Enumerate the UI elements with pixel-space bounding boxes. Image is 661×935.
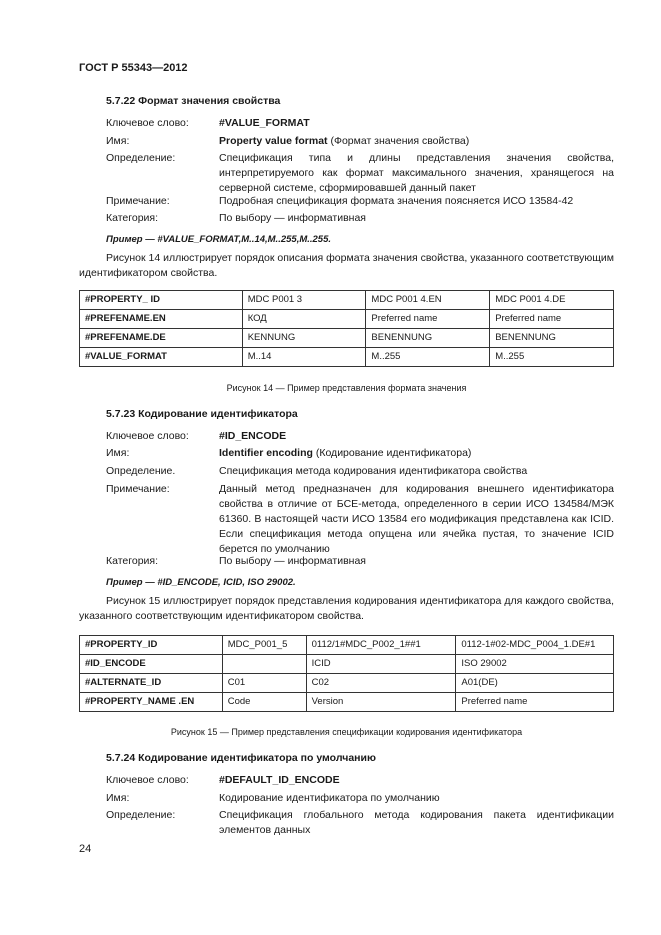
table-cell: A01(DE) <box>456 674 614 693</box>
table-row <box>80 348 614 367</box>
table-cell: #PROPERTY_NAME .EN <box>80 693 223 712</box>
field-name <box>106 134 614 149</box>
field-label: Определение: <box>106 809 176 821</box>
field-note <box>106 482 614 557</box>
section-5-7-24-heading: 5.7.24 Кодирование идентификатора по умолчанию <box>106 752 376 764</box>
table-row <box>80 655 614 674</box>
field-definition <box>106 464 614 479</box>
table-row <box>80 636 614 655</box>
table-cell: C02 <box>306 674 456 693</box>
field-label: Определение. <box>106 465 176 477</box>
figure-14-caption: Рисунок 14 — Пример представления формата значения <box>226 383 467 393</box>
figure-14-table <box>79 290 614 367</box>
section-5-7-23-heading: 5.7.23 Кодирование идентификатора <box>106 408 298 420</box>
table-cell: Version <box>306 693 456 712</box>
field-value: Спецификация метода кодирования идентификатора свойства <box>219 465 528 477</box>
field-name <box>106 791 614 806</box>
field-category <box>106 211 614 226</box>
table-row <box>80 674 614 693</box>
table-cell: MDC P001 3 <box>242 291 366 310</box>
table-cell: ISO 29002 <box>456 655 614 674</box>
field-definition <box>106 808 614 838</box>
table-cell: 0112/1#MDC_P002_1##1 <box>306 636 456 655</box>
table-row <box>80 291 614 310</box>
table-cell: KENNUNG <box>242 329 366 348</box>
table-cell: MDC_P001_5 <box>222 636 306 655</box>
field-label: Ключевое слово: <box>106 117 189 129</box>
paragraph: Рисунок 15 иллюстрирует порядок представления кодирования идентификатора для каждого свойства, указанного соответствующим идентификатором свойства. <box>79 595 614 622</box>
field-category <box>106 554 614 569</box>
field-label: Примечание: <box>106 195 170 207</box>
field-label: Имя: <box>106 447 130 459</box>
field-value <box>219 446 614 461</box>
field-value: По выбору — информативная <box>219 212 366 224</box>
figure-15-caption: Рисунок 15 — Пример представления спецификации кодирования идентификатора <box>170 727 523 737</box>
field-definition <box>106 151 614 196</box>
table-cell: #PROPERTY_ID <box>80 636 223 655</box>
standard-header: ГОСТ Р 55343—2012 <box>79 62 188 74</box>
figure-15-table <box>79 635 614 712</box>
field-keyword <box>106 773 614 788</box>
table-cell: #PROPERTY_ ID <box>80 291 243 310</box>
table-cell: M..255 <box>366 348 490 367</box>
example-text: Пример — #VALUE_FORMAT,M..14,M..255,M..255. <box>106 234 332 245</box>
field-label: Категория: <box>106 212 159 224</box>
field-name <box>106 446 614 461</box>
table-cell: BENENNUNG <box>366 329 490 348</box>
table-cell: 0112-1#02-MDC_P004_1.DE#1 <box>456 636 614 655</box>
field-keyword <box>106 116 614 131</box>
table-row <box>80 310 614 329</box>
field-label: Категория: <box>106 555 159 567</box>
table-cell: M..14 <box>242 348 366 367</box>
table-cell: C01 <box>222 674 306 693</box>
table-cell: #ALTERNATE_ID <box>80 674 223 693</box>
table-cell: MDC P001 4.EN <box>366 291 490 310</box>
table-cell: Preferred name <box>490 310 614 329</box>
table-cell: #ID_ENCODE <box>80 655 223 674</box>
table-cell <box>222 655 306 674</box>
table-cell: #PREFENAME.DE <box>80 329 243 348</box>
page-number: 24 <box>79 843 92 855</box>
table-cell: #VALUE_FORMAT <box>80 348 243 367</box>
name-en: Property value format <box>219 135 328 147</box>
table-cell: Code <box>222 693 306 712</box>
field-value: #ID_ENCODE <box>219 430 287 442</box>
field-label: Определение: <box>106 152 176 164</box>
table-row <box>80 329 614 348</box>
table-row <box>80 693 614 712</box>
paragraph: Рисунок 14 иллюстрирует порядок описания формата значения свойства, указанного соответствующим идентификатором свойства. <box>79 252 614 279</box>
section-5-7-22-heading: 5.7.22 Формат значения свойства <box>106 95 281 107</box>
table-cell: BENENNUNG <box>490 329 614 348</box>
table-cell: Preferred name <box>366 310 490 329</box>
field-label: Примечание: <box>106 483 170 495</box>
name-ru: (Формат значения свойства) <box>327 135 470 147</box>
name-en: Identifier encoding <box>219 447 313 459</box>
field-value: Спецификация типа и длины представления значения свойства, интерпретируемого как формат максимального значения, хранящегося на серверной системе, сформировавшей данный пакет <box>219 152 614 194</box>
field-value: По выбору — информативная <box>219 555 366 567</box>
field-value: Кодирование идентификатора по умолчанию <box>219 792 440 804</box>
field-label: Ключевое слово: <box>106 774 189 786</box>
field-label: Ключевое слово: <box>106 430 189 442</box>
table-cell: #PREFENAME.EN <box>80 310 243 329</box>
table-cell: ICID <box>306 655 456 674</box>
field-keyword <box>106 429 614 444</box>
field-value: Подробная спецификация формата значения поясняется ИСО 13584-42 <box>219 195 574 207</box>
field-value: Данный метод предназначен для кодирования внешнего идентификатора свойства в отличие от БСЕ-метода, определенного в серии ИСО 134584/МЭК 61360. В настоящей части ИСО 13584 его модификация представлена как ICID. Если спецификация метода опущена или ячейка пустая, то значение ICID берется по умолчанию <box>219 483 614 555</box>
field-label: Имя: <box>106 792 130 804</box>
field-label: Имя: <box>106 135 130 147</box>
table-cell: MDC P001 4.DE <box>490 291 614 310</box>
table-cell: Preferred name <box>456 693 614 712</box>
field-value: Спецификация глобального метода кодирования пакета идентификации элементов данных <box>219 809 614 836</box>
example-text: Пример — #ID_ENCODE, ICID, ISO 29002. <box>106 577 296 588</box>
field-value: #VALUE_FORMAT <box>219 117 310 129</box>
field-value <box>219 134 614 149</box>
name-ru: (Кодирование идентификатора) <box>312 447 472 459</box>
table-cell: M..255 <box>490 348 614 367</box>
field-value: #DEFAULT_ID_ENCODE <box>219 774 340 786</box>
table-cell: КОД <box>242 310 366 329</box>
field-note <box>106 194 614 209</box>
